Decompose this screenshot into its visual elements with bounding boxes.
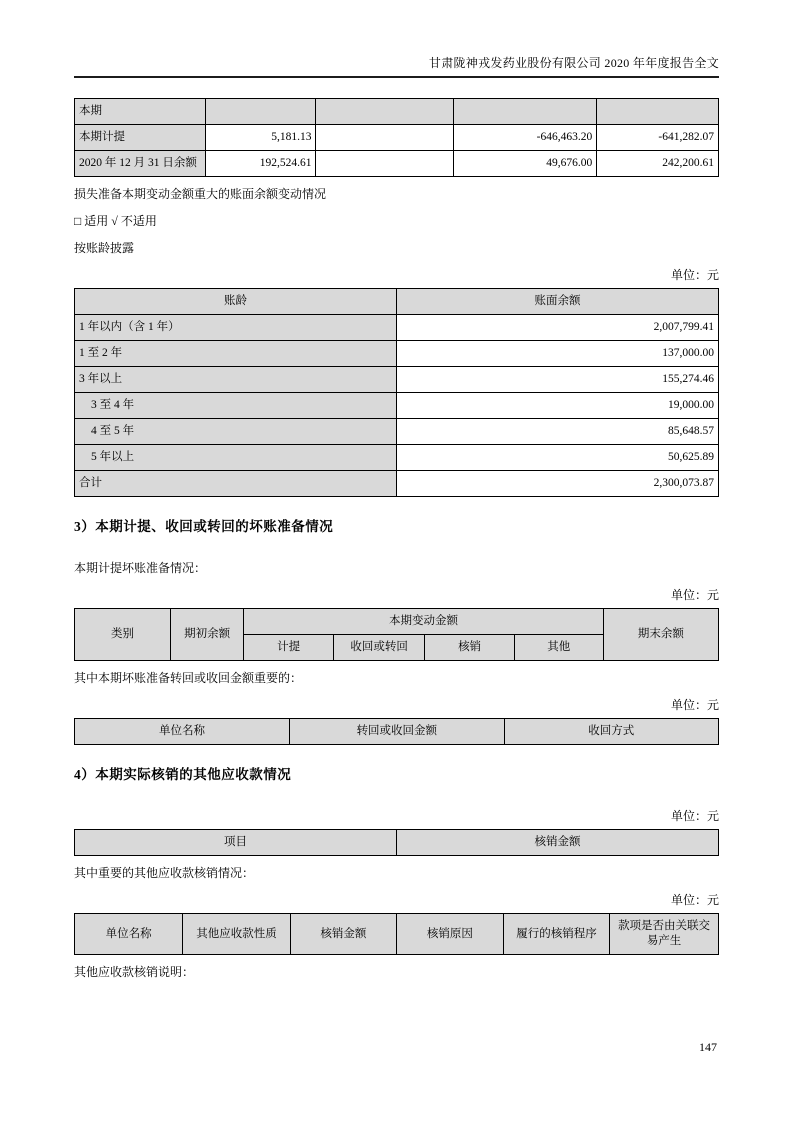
unit-label: 单位：元 xyxy=(670,588,719,602)
table-header-row xyxy=(75,719,719,745)
table-row xyxy=(75,151,719,177)
carryover-table xyxy=(74,98,719,177)
column-header-recover: 收回或转回 xyxy=(333,635,424,661)
provision-change-table xyxy=(74,608,719,661)
cell-total-label: 合计 xyxy=(75,471,397,497)
column-header-closing: 期末余额 xyxy=(603,609,718,661)
cell-balance-value: 2,007,799.41 xyxy=(397,315,719,341)
cell-value: -646,463.20 xyxy=(454,125,597,151)
cell-age-label: 3 年以上 xyxy=(75,367,397,393)
cell-balance-value: 155,274.46 xyxy=(397,367,719,393)
cell-value xyxy=(454,99,597,125)
unit-label: 单位：元 xyxy=(670,809,719,823)
cell-value xyxy=(316,151,454,177)
cell-value: 242,200.61 xyxy=(597,151,719,177)
row-header-cell: 本期计提 xyxy=(75,125,206,151)
cell-age-label: 5 年以上 xyxy=(75,445,397,471)
column-header-category: 类别 xyxy=(75,609,171,661)
unit-label: 单位：元 xyxy=(670,268,719,282)
recovery-table xyxy=(74,718,719,745)
cell-balance-value: 50,625.89 xyxy=(397,445,719,471)
column-header-change-group: 本期变动金额 xyxy=(244,609,603,635)
column-header-age: 账龄 xyxy=(75,289,397,315)
column-header-accrual: 计提 xyxy=(244,635,334,661)
column-header-related-party: 款项是否由关联交易产生 xyxy=(610,914,719,955)
column-header-writeoff: 核销 xyxy=(425,635,515,661)
column-header-balance: 账面余额 xyxy=(397,289,719,315)
column-header-item: 项目 xyxy=(75,830,397,856)
note-reversal-important: 其中本期坏账准备转回或收回金额重要的： xyxy=(74,671,303,685)
cell-age-label: 1 至 2 年 xyxy=(75,341,397,367)
unit-label: 单位：元 xyxy=(670,893,719,907)
note-provision-status: 本期计提坏账准备情况： xyxy=(74,561,207,575)
cell-value xyxy=(597,99,719,125)
row-header-cell: 2020 年 12 月 31 日余额 xyxy=(75,151,206,177)
cell-value xyxy=(316,99,454,125)
table-row xyxy=(75,341,719,367)
note-loss-change: 损失准备本期变动金额重大的账面余额变动情况 xyxy=(74,187,327,201)
cell-balance-value: 137,000.00 xyxy=(397,341,719,367)
cell-value: 49,676.00 xyxy=(454,151,597,177)
cell-value: 192,524.61 xyxy=(205,151,316,177)
table-row xyxy=(75,99,719,125)
note-writeoff-important: 其中重要的其他应收款核销情况： xyxy=(74,866,255,880)
cell-age-label: 4 至 5 年 xyxy=(75,419,397,445)
cell-value xyxy=(205,99,316,125)
page-number: 147 xyxy=(699,1040,717,1054)
cell-age-label: 3 至 4 年 xyxy=(75,393,397,419)
cell-value: -641,282.07 xyxy=(597,125,719,151)
column-header-recovery-method: 收回方式 xyxy=(504,719,718,745)
note-writeoff-explanation: 其他应收款核销说明： xyxy=(74,965,195,979)
table-row xyxy=(75,315,719,341)
column-header-unit-name: 单位名称 xyxy=(75,719,290,745)
table-row-total xyxy=(75,471,719,497)
table-header-row xyxy=(75,609,719,635)
cell-total-value: 2,300,073.87 xyxy=(397,471,719,497)
column-header-writeoff-amount: 核销金额 xyxy=(397,830,719,856)
table-row xyxy=(75,445,719,471)
cell-balance-value: 85,648.57 xyxy=(397,419,719,445)
cell-value xyxy=(316,125,454,151)
row-header-cell: 本期 xyxy=(75,99,206,125)
section-3-heading: 3）本期计提、收回或转回的坏账准备情况 xyxy=(74,519,334,534)
aging-table xyxy=(74,288,719,497)
table-header-row xyxy=(75,914,719,955)
unit-label: 单位：元 xyxy=(670,698,719,712)
report-header-title: 甘肃陇神戎发药业股份有限公司 2020 年年度报告全文 xyxy=(74,55,719,78)
section-4-heading: 4）本期实际核销的其他应收款情况 xyxy=(74,767,292,782)
table-header-row xyxy=(75,289,719,315)
column-header-nature: 其他应收款性质 xyxy=(183,914,291,955)
applicability-line: □ 适用 √ 不适用 xyxy=(74,214,157,228)
column-header-amount: 核销金额 xyxy=(290,914,396,955)
table-header-row xyxy=(75,830,719,856)
column-header-unit-name: 单位名称 xyxy=(75,914,183,955)
column-header-opening: 期初余额 xyxy=(170,609,243,661)
table-row xyxy=(75,393,719,419)
note-aging-disclosure: 按账龄披露 xyxy=(74,241,135,255)
writeoff-table xyxy=(74,829,719,856)
cell-age-label: 1 年以内（含 1 年） xyxy=(75,315,397,341)
writeoff-detail-table xyxy=(74,913,719,955)
table-row xyxy=(75,367,719,393)
column-header-procedure: 履行的核销程序 xyxy=(503,914,609,955)
column-header-other: 其他 xyxy=(514,635,603,661)
cell-balance-value: 19,000.00 xyxy=(397,393,719,419)
column-header-recovery-amount: 转回或收回金额 xyxy=(290,719,504,745)
table-row xyxy=(75,419,719,445)
table-row xyxy=(75,125,719,151)
column-header-reason: 核销原因 xyxy=(396,914,503,955)
cell-value: 5,181.13 xyxy=(205,125,316,151)
